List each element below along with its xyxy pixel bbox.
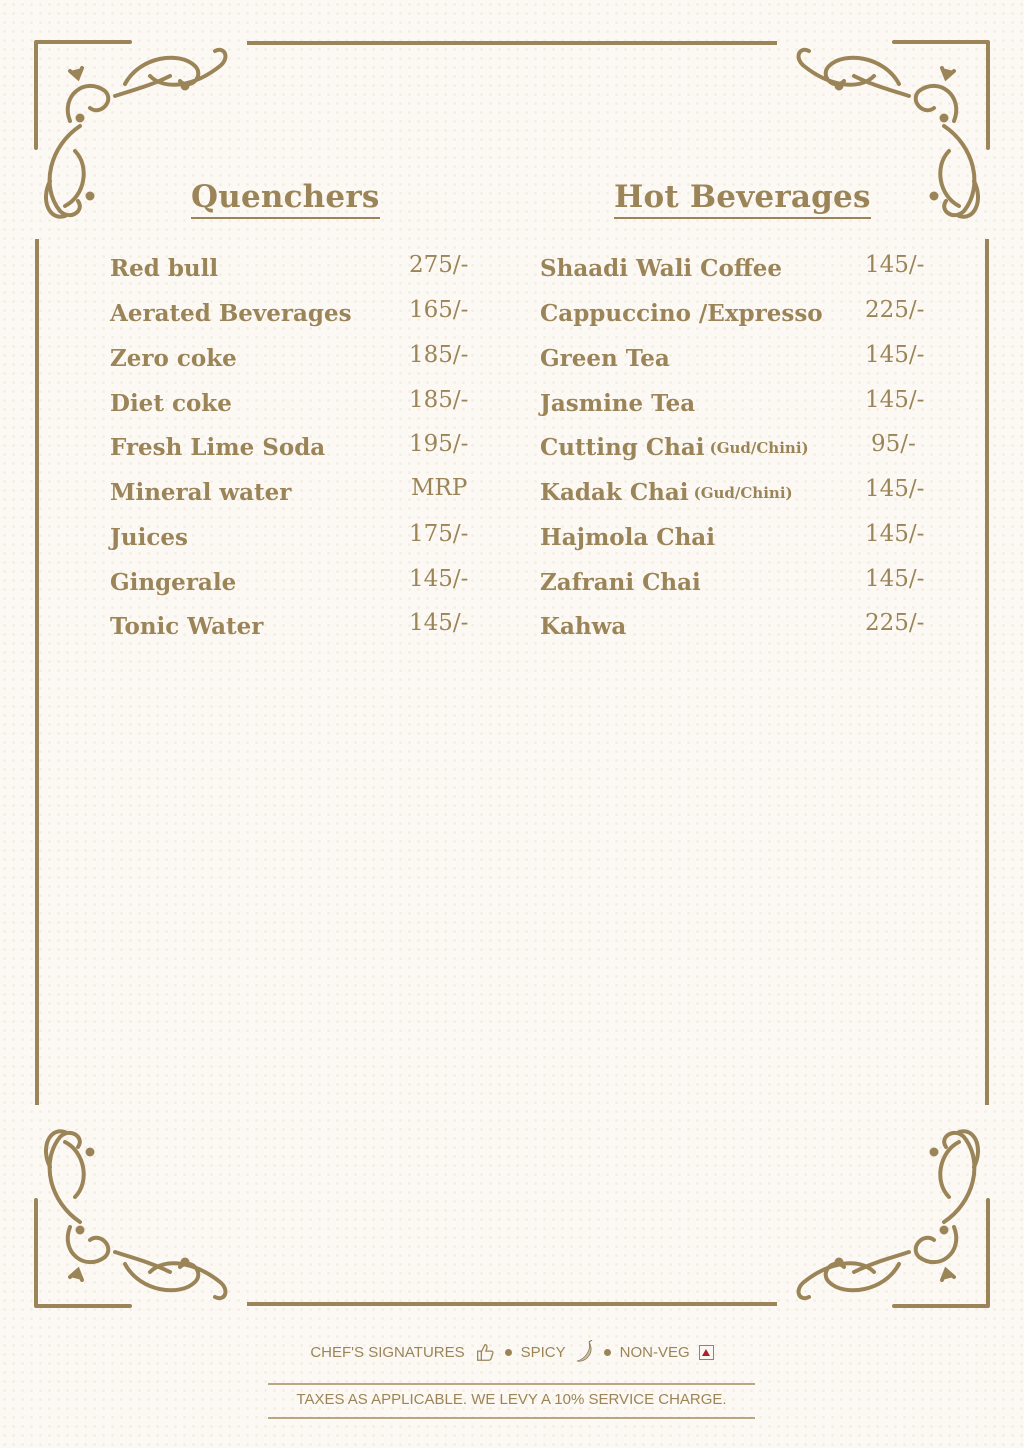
chili-icon [575, 1340, 595, 1364]
frame-right-line [985, 239, 989, 1105]
menu-item [540, 560, 701, 605]
menu-item [110, 604, 263, 649]
item-name: Cutting Chai [540, 434, 705, 461]
item-note: (Gud/Chini) [709, 438, 809, 457]
item-name: Jasmine Tea [540, 390, 696, 417]
item-price: 225/- [865, 297, 925, 323]
item-name: Green Tea [540, 345, 670, 372]
item-name: Mineral water [110, 479, 292, 506]
menu-item [110, 515, 188, 560]
menu-item [110, 381, 232, 426]
menu-item [540, 381, 695, 426]
item-price: 145/- [865, 521, 925, 547]
item-name: Fresh Lime Soda [110, 434, 326, 461]
item-name: Diet coke [110, 390, 232, 417]
item-name: Shaadi Wali Coffee [540, 255, 782, 282]
menu-item [540, 604, 626, 649]
legend-spicy: SPICY [520, 1343, 566, 1361]
item-note: (Gud/Chini) [693, 483, 793, 502]
item-name: Juices [110, 524, 188, 551]
item-price: 195/- [409, 431, 469, 457]
menu-item [540, 425, 809, 470]
frame-bottom-line [247, 1302, 777, 1306]
menu-item [110, 291, 352, 336]
menu-item [110, 246, 218, 291]
legend-chefs-signatures: CHEF'S SIGNATURES [310, 1343, 465, 1361]
item-price: 145/- [409, 566, 469, 592]
section-title-hot-beverages: Hot Beverages [614, 178, 871, 219]
legend [0, 1340, 1024, 1364]
item-name: Red bull [110, 255, 219, 282]
menu-item [540, 515, 715, 560]
menu-item [540, 336, 670, 381]
item-name: Hajmola Chai [540, 524, 715, 551]
item-price: 145/- [865, 342, 925, 368]
menu-item [110, 470, 291, 515]
item-name: Tonic Water [110, 613, 264, 640]
ornament-bottom-right-icon [794, 1112, 994, 1312]
separator-dot [604, 1349, 611, 1356]
item-price: 145/- [865, 476, 925, 502]
item-price: 145/- [865, 566, 925, 592]
thumbs-up-icon [474, 1341, 496, 1363]
item-name: Cappuccino /Expresso [540, 300, 823, 327]
item-name: Gingerale [110, 569, 237, 596]
item-price: 145/- [409, 610, 469, 636]
item-name: Zero coke [110, 345, 237, 372]
item-price: MRP [411, 475, 468, 501]
section-title-quenchers: Quenchers [191, 178, 380, 219]
menu-item [540, 291, 823, 336]
menu-item [110, 425, 325, 470]
item-price: 175/- [409, 521, 469, 547]
ornament-bottom-left-icon [30, 1112, 230, 1312]
item-price: 275/- [409, 252, 469, 278]
item-price: 145/- [865, 252, 925, 278]
item-name: Kahwa [540, 613, 627, 640]
menu-item [110, 336, 237, 381]
item-name: Aerated Beverages [110, 300, 352, 327]
item-price: 225/- [865, 610, 925, 636]
item-price: 185/- [409, 342, 469, 368]
frame-top-line [247, 41, 777, 45]
item-price: 185/- [409, 387, 469, 413]
taxes-notice: TAXES AS APPLICABLE. WE LEVY A 10% SERVICE CHARGE. [268, 1383, 755, 1419]
frame-left-line [35, 239, 39, 1105]
item-name: Zafrani Chai [540, 569, 701, 596]
legend-non-veg: NON-VEG [619, 1343, 690, 1361]
menu-item [540, 470, 793, 515]
menu-item [110, 560, 236, 605]
non-veg-triangle-icon [699, 1345, 714, 1360]
item-price: 95/- [871, 431, 916, 457]
menu-item [540, 246, 782, 291]
item-price: 165/- [409, 297, 469, 323]
separator-dot [505, 1349, 512, 1356]
item-name: Kadak Chai [540, 479, 689, 506]
item-price: 145/- [865, 387, 925, 413]
